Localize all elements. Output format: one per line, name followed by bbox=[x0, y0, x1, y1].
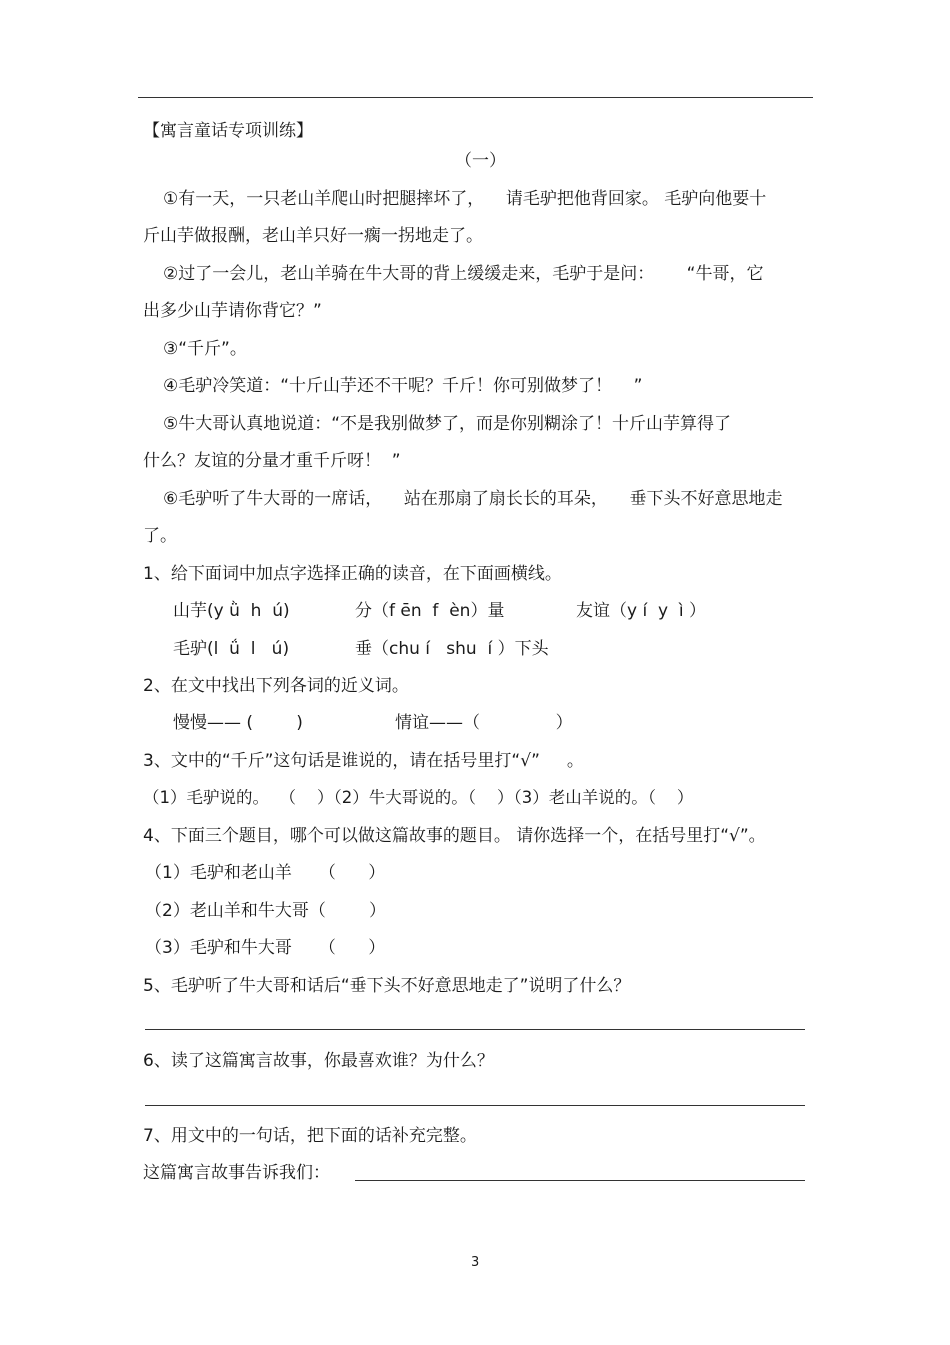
q4-option[interactable]: （2）老山羊和牛大哥（ ） bbox=[145, 901, 387, 921]
q2-item[interactable]: 慢慢—— ( ) bbox=[173, 713, 303, 733]
story-line: 出多少山芋请你背它？” bbox=[143, 301, 322, 321]
header-rule bbox=[138, 97, 813, 98]
q2-item[interactable]: 情谊——（ ） bbox=[395, 713, 573, 733]
story-line: ④毛驴冷笑道：“十斤山芋还不干呢？千斤！你可别做梦了！ ” bbox=[163, 376, 643, 396]
section-number: （一） bbox=[455, 151, 506, 171]
question-1-prompt: 1、给下面词中加点字选择正确的读音，在下面画横线。 bbox=[143, 564, 562, 584]
question-5-prompt: 5、毛驴听了牛大哥和话后“垂下头不好意思地走了”说明了什么？ bbox=[143, 976, 631, 996]
story-line: 斤山芋做报酬，老山羊只好一瘸一拐地走了。 bbox=[143, 226, 483, 246]
q7-lead: 这篇寓言故事告诉我们： bbox=[143, 1163, 330, 1183]
page-number: 3 bbox=[471, 1255, 480, 1270]
q1-item[interactable]: 分（f ēn f èn）量 bbox=[355, 601, 505, 621]
answer-line[interactable] bbox=[145, 1029, 805, 1030]
answer-line[interactable] bbox=[355, 1180, 805, 1181]
story-line: ⑤牛大哥认真地说道：“不是我别做梦了，而是你别糊涂了！十斤山芋算得了 bbox=[163, 414, 732, 434]
story-line: 了。 bbox=[143, 526, 177, 546]
question-7-prompt: 7、用文中的一句话，把下面的话补充完整。 bbox=[143, 1126, 477, 1146]
story-line: ③“千斤”。 bbox=[163, 339, 247, 359]
story-line: 什么？友谊的分量才重千斤呀！ ” bbox=[143, 451, 401, 471]
q1-item[interactable]: 垂（chu í shu í ）下头 bbox=[355, 639, 549, 659]
answer-line[interactable] bbox=[145, 1105, 805, 1106]
question-4-prompt: 4、下面三个题目，哪个可以做这篇故事的题目。 请你选择一个，在括号里打“√”。 bbox=[143, 826, 766, 846]
q1-item[interactable]: 友谊（y í y ì ） bbox=[576, 601, 706, 621]
story-line: ①有一天，一只老山羊爬山时把腿摔坏了， 请毛驴把他背回家。 毛驴向他要十 bbox=[163, 189, 767, 209]
q1-item[interactable]: 山芋(y ǜ h ú) bbox=[173, 601, 290, 621]
q3-options[interactable]: （1）毛驴说的。 （ ）（2）牛大哥说的。（ ）（3）老山羊说的。（ ） bbox=[143, 788, 694, 807]
question-2-prompt: 2、在文中找出下列各词的近义词。 bbox=[143, 676, 409, 696]
question-3-prompt: 3、文中的“千斤”这句话是谁说的，请在括号里打“√” 。 bbox=[143, 751, 584, 771]
q4-option[interactable]: （3）毛驴和牛大哥 （ ） bbox=[145, 938, 386, 958]
question-6-prompt: 6、读了这篇寓言故事，你最喜欢谁？为什么？ bbox=[143, 1051, 494, 1071]
q1-item[interactable]: 毛驴(l ǘ l ú) bbox=[173, 639, 290, 659]
q4-option[interactable]: （1）毛驴和老山羊 （ ） bbox=[145, 863, 386, 883]
story-line: ②过了一会儿，老山羊骑在牛大哥的背上缓缓走来，毛驴于是问： “牛哥，它 bbox=[163, 264, 764, 284]
story-line: ⑥毛驴听了牛大哥的一席话， 站在那扇了扇长长的耳朵， 垂下头不好意思地走 bbox=[163, 489, 783, 509]
worksheet-title: 【寓言童话专项训练】 bbox=[143, 121, 313, 141]
